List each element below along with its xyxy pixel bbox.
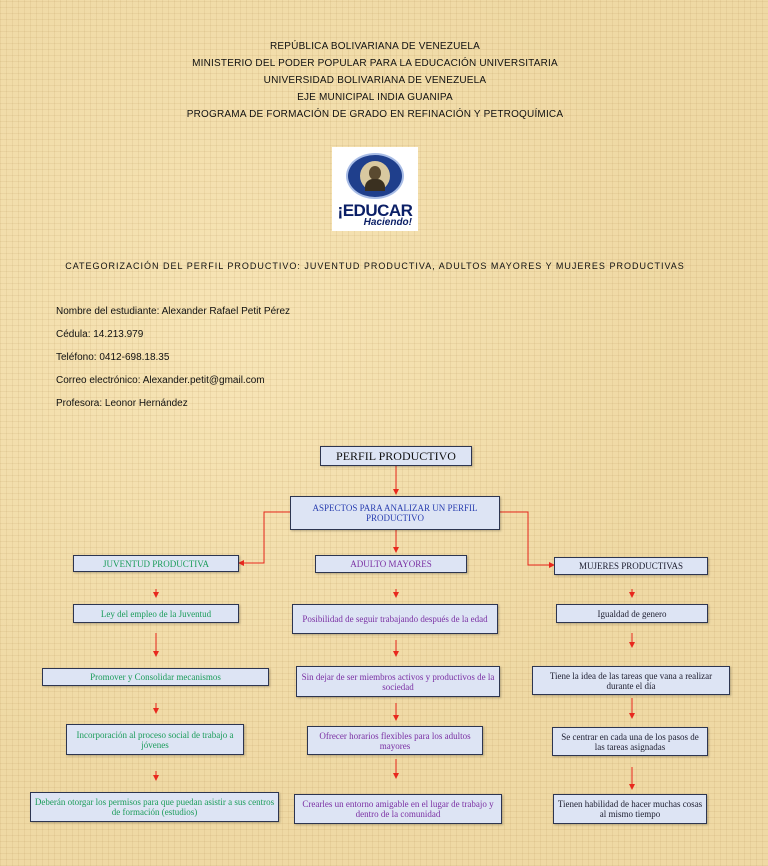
aspects-box: ASPECTOS PARA ANALIZAR UN PERFIL PRODUCTIVO [290,496,500,530]
adults-item-4: Crearles un entorno amigable en el lugar de trabajo y dentro de la comunidad [294,794,502,824]
adults-item-1: Posibilidad de seguir trabajando después de la edad [292,604,498,634]
youth-item-1: Ley del empleo de la Juventud [73,604,239,623]
adults-item-3: Ofrecer horarios flexibles para los adultos mayores [307,726,483,755]
arrow-aspects-to-women [500,512,554,565]
header-line-5: PROGRAMA DE FORMACIÓN DE GRADO EN REFINACIÓN Y PETROQUÍMICA [186,109,564,120]
student-email: Correo electrónico: Alexander.petit@gmail.com [56,375,265,386]
women-item-3: Se centrar en cada una de los pasos de las tareas asignadas [552,727,708,756]
logo-slogan-2: Haciendo! [363,217,412,228]
youth-item-2: Promover y Consolidar mecanismos [42,668,269,686]
women-item-1: Igualdad de genero [556,604,708,623]
document-title: CATEGORIZACIÓN DEL PERFIL PRODUCTIVO: JUVENTUD PRODUCTIVA, ADULTOS MAYORES Y MUJERES PRODUCTIVAS [65,261,685,271]
adults-item-2: Sin dejar de ser miembros activos y productivos de la sociedad [296,666,500,697]
women-item-4: Tienen habilidad de hacer muchas cosas al mismo tiempo [553,794,707,824]
women-item-2: Tiene la idea de las tareas que vana a realizar durante el día [532,666,730,695]
youth-item-4: Deberán otorgar los permisos para que puedan asistir a sus centros de formación (estudios) [30,792,279,822]
women-title-box: MUJERES PRODUCTIVAS [554,557,708,575]
root-box: PERFIL PRODUCTIVO [320,446,472,466]
arrow-aspects-to-youth [239,512,290,563]
logo-slogan-1: ¡EDUCAR [337,201,413,220]
header-line-2: MINISTERIO DEL PODER POPULAR PARA LA EDUCACIÓN UNIVERSITARIA [192,58,558,69]
youth-title-box: JUVENTUD PRODUCTIVA [73,555,239,572]
teacher-name: Profesora: Leonor Hernández [56,398,188,409]
header-line-3: UNIVERSIDAD BOLIVARIANA DE VENEZUELA [263,75,487,86]
student-id: Cédula: 14.213.979 [56,329,144,340]
header-line-4: EJE MUNICIPAL INDIA GUANIPA [297,92,453,103]
adults-title-box: ADULTO MAYORES [315,555,467,573]
youth-item-3: Incorporación al proceso social de trabajo a jóvenes [66,724,244,755]
header-line-1: REPÚBLICA BOLIVARIANA DE VENEZUELA [269,41,481,52]
student-name: Nombre del estudiante: Alexander Rafael Petit Pérez [56,306,291,317]
student-phone: Teléfono: 0412-698.18.35 [56,352,170,363]
